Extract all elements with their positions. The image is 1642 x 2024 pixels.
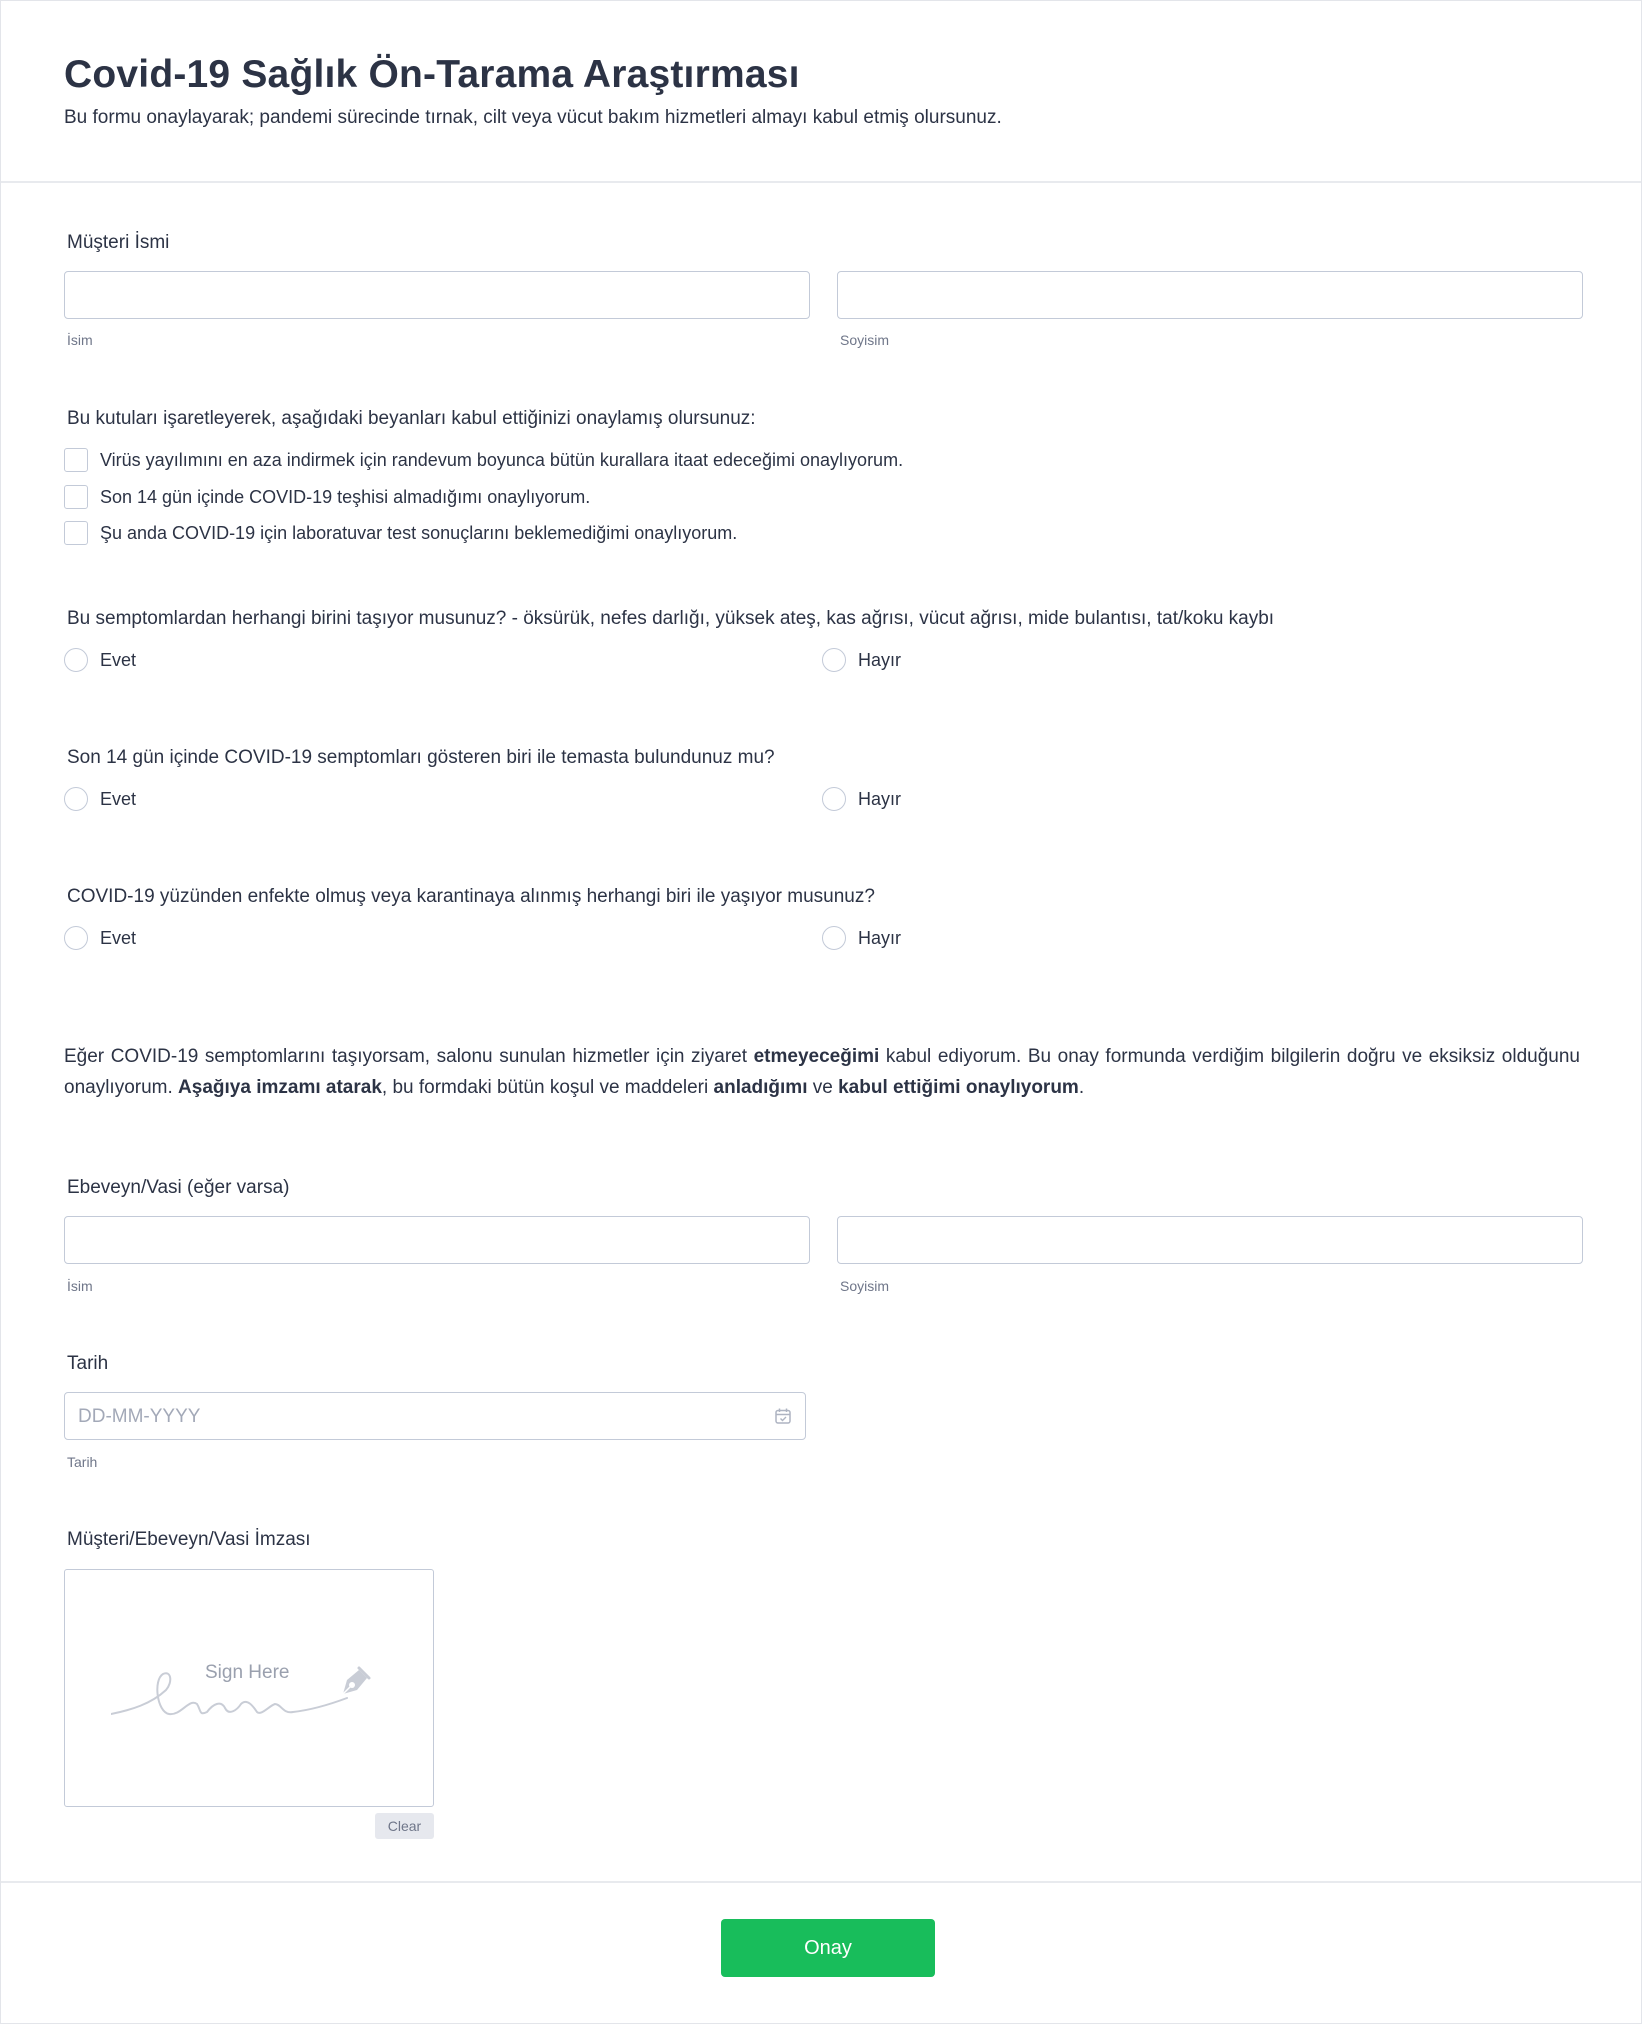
agreements-label: Bu kutuları işaretleyerek, aşağıdaki beyanları kabul ettiğinizi onaylamış olursunuz: [67, 408, 756, 429]
radio-label: Evet [100, 649, 137, 670]
radio-label: Evet [100, 788, 137, 809]
footer-divider [1, 1881, 1641, 1883]
consent-bold-text: anladığımı [713, 1077, 808, 1098]
question-3-yes-option[interactable] [64, 925, 136, 951]
guardian-first-name-input[interactable] [64, 1216, 810, 1264]
client-first-name-input[interactable] [64, 271, 810, 319]
radio-button[interactable] [64, 648, 88, 672]
radio-label: Hayır [858, 788, 902, 809]
question-2-yes-option[interactable] [64, 786, 136, 812]
consent-text: ve [807, 1077, 839, 1098]
radio-button[interactable] [64, 926, 88, 950]
guardian-last-name-input[interactable] [837, 1216, 1583, 1264]
consent-paragraph [64, 1041, 1580, 1103]
guardian-last-name-sublabel: Soyisim [840, 1278, 890, 1294]
pen-nib-icon [337, 1664, 373, 1700]
guardian-label: Ebeveyn/Vasi (eğer varsa) [67, 1177, 290, 1198]
client-last-name-input[interactable] [837, 271, 1583, 319]
client-first-name-sublabel: İsim [67, 332, 93, 348]
radio-button[interactable] [822, 926, 846, 950]
consent-bold-text: kabul ettiğimi onaylıyorum [838, 1077, 1079, 1098]
consent-text: kabul ediyorum. Bu onay formunda verdiğim bilgilerin doğru ve eksiksiz olduğunu onaylıyorum. [64, 1046, 1580, 1098]
date-placeholder: DD-MM-YYYY [78, 1406, 201, 1427]
guardian-first-name-sublabel: İsim [67, 1278, 93, 1294]
checkbox[interactable] [64, 448, 88, 472]
date-label: Tarih [67, 1353, 109, 1374]
calendar-icon[interactable] [774, 1407, 792, 1425]
agreement-option-label: Şu anda COVID-19 için laboratuvar test sonuçlarını beklemediğimi onaylıyorum. [100, 522, 738, 543]
radio-label: Hayır [858, 649, 902, 670]
agreement-option-1[interactable] [64, 448, 903, 472]
signature-pad[interactable] [64, 1569, 434, 1807]
checkbox[interactable] [64, 521, 88, 545]
radio-button[interactable] [822, 648, 846, 672]
question-1-no-option[interactable] [822, 647, 901, 673]
consent-text: Eğer COVID-19 semptomlarını taşıyorsam, salonu sunulan hizmetler için ziyaret [64, 1046, 754, 1067]
question-3-no-option[interactable] [822, 925, 901, 951]
question-1-label: Bu semptomlardan herhangi birini taşıyor musunuz? - öksürük, nefes darlığı, yüksek ateş, kas ağrısı, vücut ağrısı, mide bulantısı, tat/koku kaybı [67, 608, 1275, 629]
consent-text: , bu formdaki bütün koşul ve maddeleri [381, 1077, 714, 1098]
question-2-label: Son 14 gün içinde COVID-19 semptomları gösteren biri ile temasta bulundunuz mu? [67, 747, 775, 768]
radio-label: Hayır [858, 927, 902, 948]
question-3-label: COVID-19 yüzünden enfekte olmuş veya karantinaya alınmış herhangi biri ile yaşıyor musunuz? [67, 886, 875, 907]
form-header [1, 1, 1641, 183]
page-title: Covid-19 Sağlık Ön-Tarama Araştırması [64, 53, 800, 96]
signature-hint: Sign Here [205, 1662, 290, 1683]
client-last-name-sublabel: Soyisim [840, 332, 890, 348]
radio-button[interactable] [64, 787, 88, 811]
clear-signature-button[interactable]: Clear [375, 1813, 434, 1839]
checkbox[interactable] [64, 485, 88, 509]
question-2-no-option[interactable] [822, 786, 901, 812]
signature-label: Müşteri/Ebeveyn/Vasi İmzası [67, 1529, 311, 1550]
agreement-option-3[interactable] [64, 521, 737, 545]
submit-button[interactable]: Onay [721, 1919, 935, 1977]
agreement-option-label: Virüs yayılımını en aza indirmek için randevum boyunca bütün kurallara itaat edeceğimi onaylıyorum. [100, 449, 904, 470]
date-sublabel: Tarih [67, 1454, 98, 1470]
consent-text: . [1078, 1077, 1085, 1098]
client-name-label: Müşteri İsmi [67, 232, 170, 253]
agreement-option-label: Son 14 gün içinde COVID-19 teşhisi almadığımı onaylıyorum. [100, 486, 591, 507]
agreement-option-2[interactable] [64, 485, 590, 509]
date-input[interactable] [64, 1392, 806, 1440]
consent-bold-text: etmeyeceğimi [753, 1046, 880, 1067]
radio-button[interactable] [822, 787, 846, 811]
consent-bold-text: Aşağıya imzamı atarak [178, 1077, 382, 1098]
page-subtitle: Bu formu onaylayarak; pandemi sürecinde tırnak, cilt veya vücut bakım hizmetleri almayı kabul etmiş olursunuz. [64, 107, 1002, 128]
question-1-yes-option[interactable] [64, 647, 136, 673]
radio-label: Evet [100, 927, 137, 948]
